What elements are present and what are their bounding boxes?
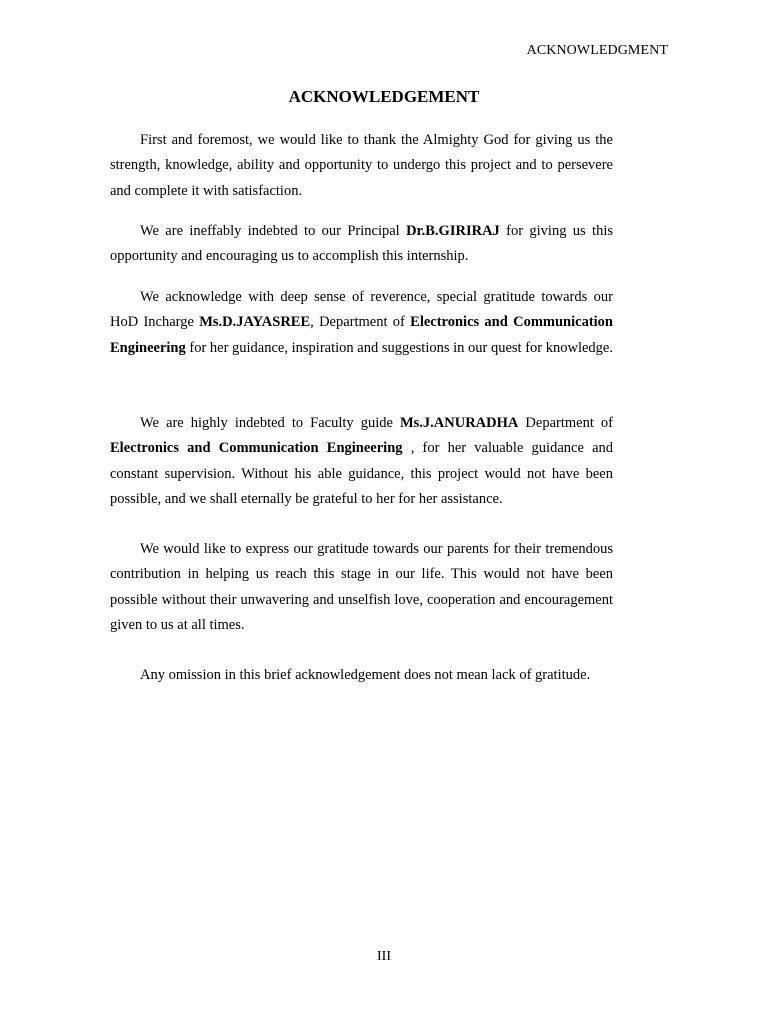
guide-name: Ms.J.ANURADHA	[399, 415, 519, 431]
paragraph-text: First and foremost, we would like to thank the Almighty God for giving us the strength, knowledge, ability and opportunity to undergo this project and to persevere and complete it with satisfaction.	[110, 132, 613, 199]
principal-name: Dr.B.GIRIRAJ	[406, 223, 500, 239]
paragraph-text: for her guidance, inspiration and suggestions in our quest for knowledge.	[185, 339, 613, 356]
page-number: III	[377, 949, 391, 964]
paragraph-principal	[110, 219, 613, 270]
paragraph-text: We are highly indebted to Faculty guide	[140, 415, 400, 431]
running-header: ACKNOWLEDGMENT	[526, 43, 668, 58]
paragraph-text: We are ineffably indebted to our Principal	[140, 223, 407, 239]
paragraph-text: for giving us this opportunity and encouraging us to accomplish this internship.	[110, 223, 613, 265]
paragraph-text: Any omission in this brief acknowledgement does not mean lack of gratitude.	[140, 667, 591, 683]
paragraph-text: We acknowledge with deep sense of reverence, special gratitude towards our HoD Incharge	[110, 289, 613, 331]
department-name: Electronics and Communication Engineering	[110, 440, 403, 457]
paragraph-text: We would like to express our gratitude towards our parents for their tremendous contribution in helping us reach this stage in our life. This would not have been possible without their unwavering and unselfish love, cooperation and encouragement given to us at all times.	[110, 541, 613, 633]
paragraph-text: , Department of	[310, 314, 411, 331]
paragraph-text: , for her valuable guidance and constant supervision. Without his able guidance, this project would not have been possible, and we shall eternally be grateful to her for her assistance.	[110, 440, 614, 507]
paragraph-thanks-god	[110, 128, 613, 204]
paragraph-omission	[110, 663, 630, 688]
hod-name: Ms.D.JAYASREE	[199, 314, 311, 331]
paragraph-text: Department of	[518, 415, 613, 431]
paragraph-parents	[110, 537, 613, 638]
paragraph-hod	[110, 285, 613, 361]
page-title: ACKNOWLEDGEMENT	[288, 87, 480, 106]
department-name: Electronics and Communication Engineering	[110, 314, 613, 356]
paragraph-faculty-guide	[110, 411, 613, 512]
